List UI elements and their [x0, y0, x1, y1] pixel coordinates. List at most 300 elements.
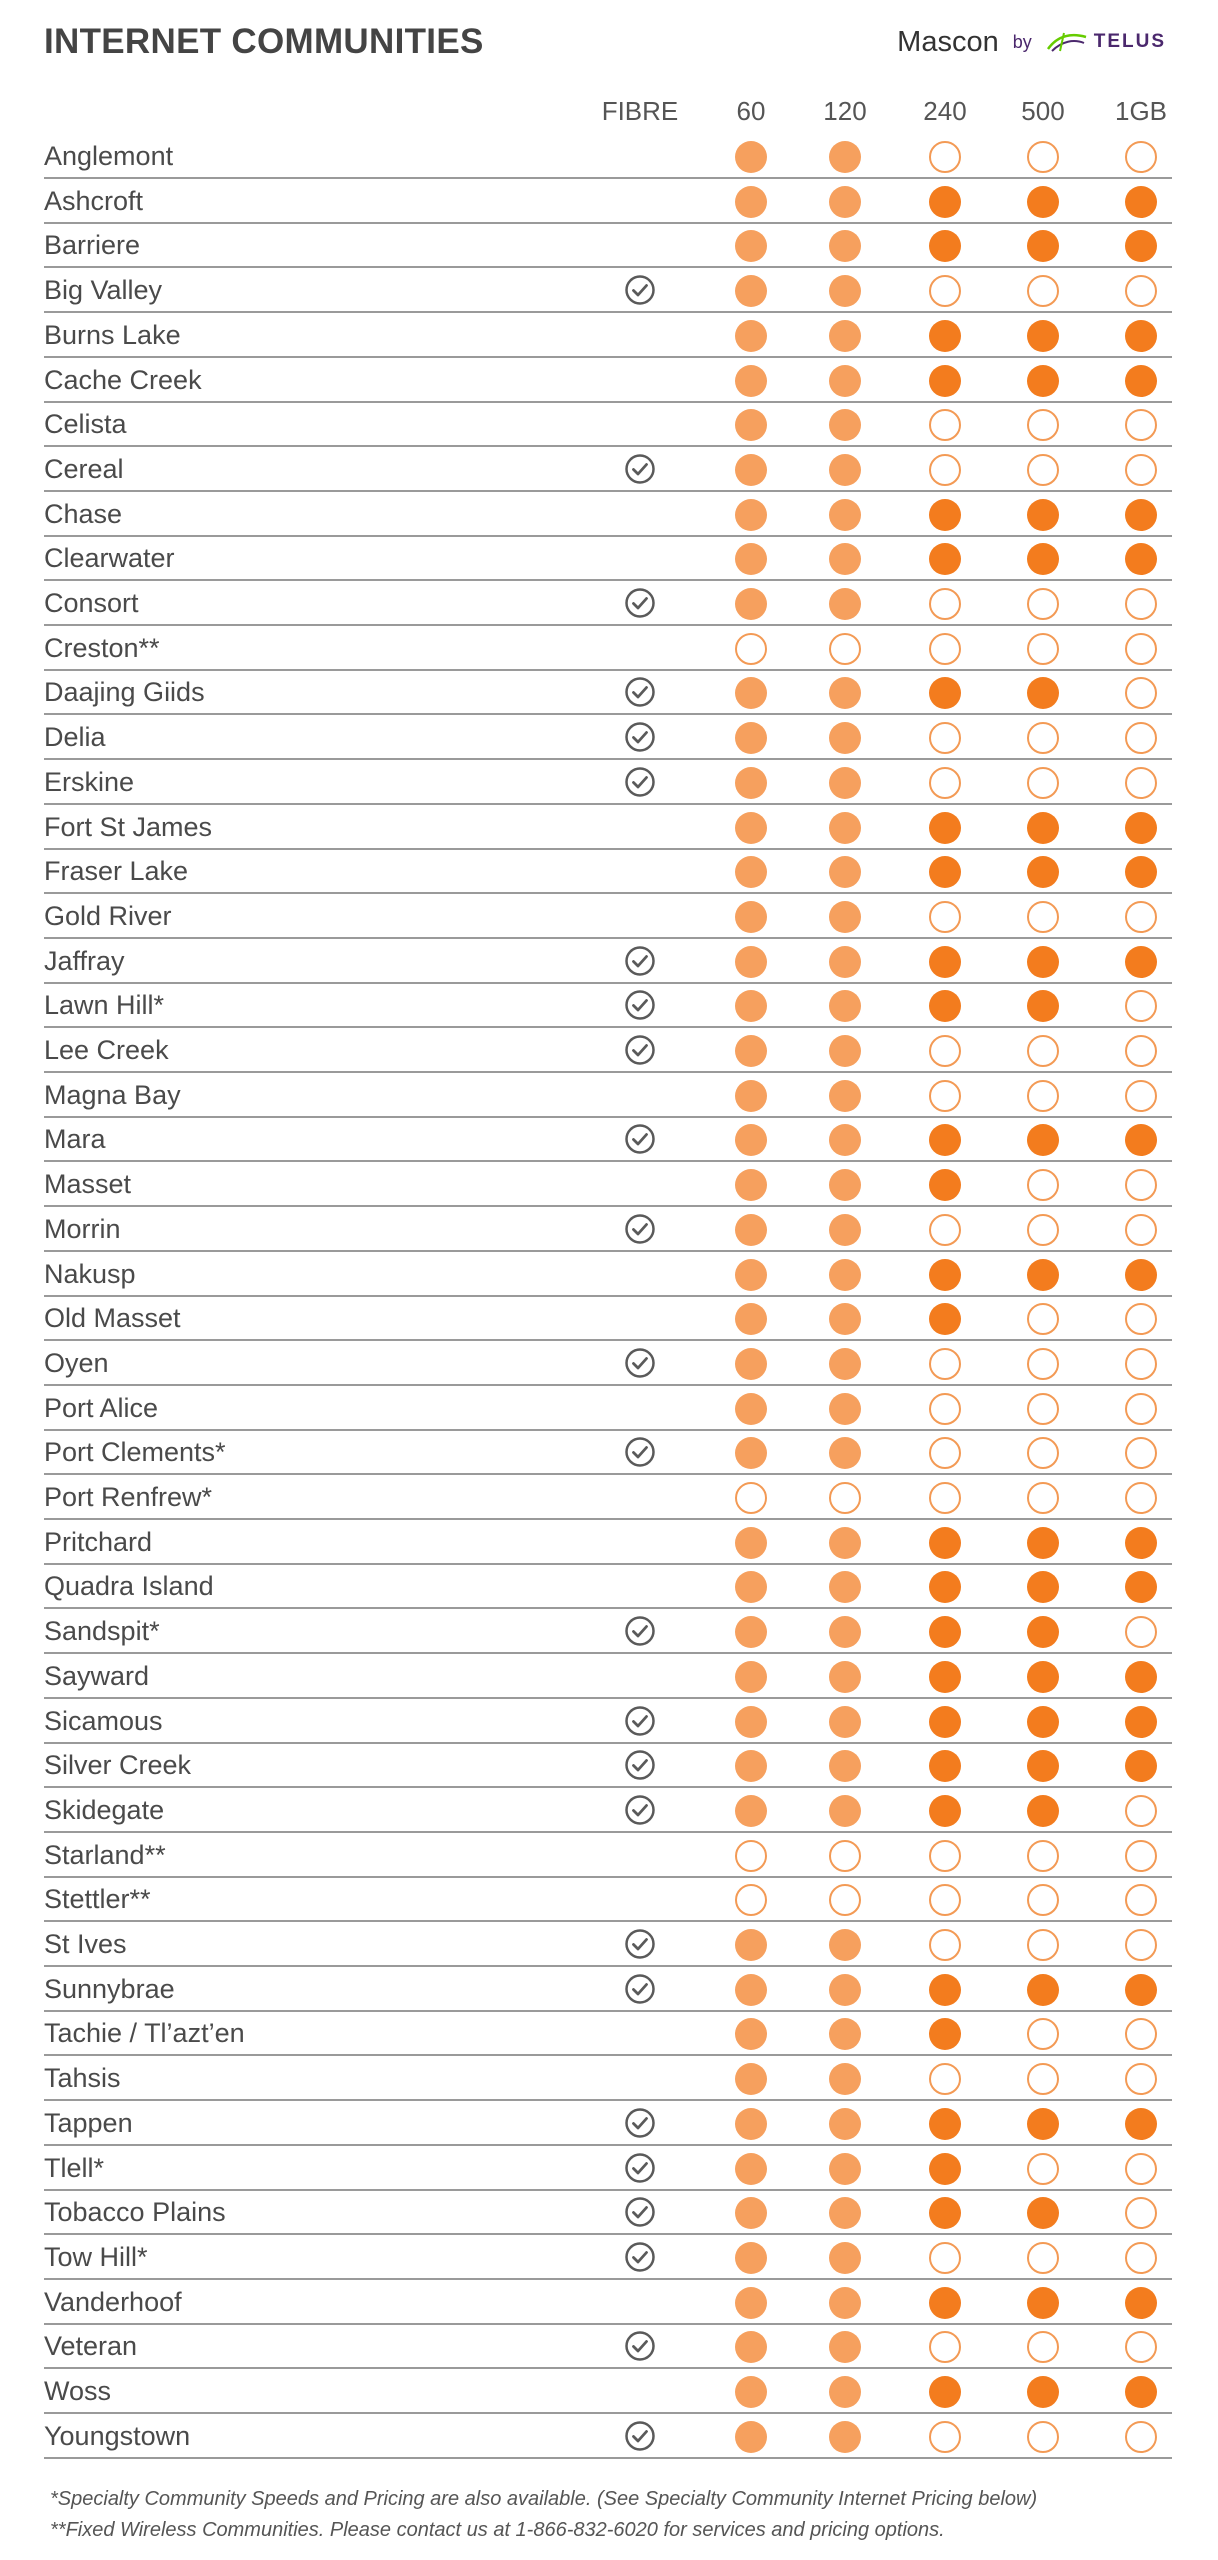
- speed-unavailable-icon: [1027, 1035, 1059, 1067]
- table-row: [44, 1565, 1172, 1609]
- speed-unavailable-icon: [1027, 2018, 1059, 2050]
- speed-available-icon: [929, 230, 961, 262]
- speed-available-icon: [829, 767, 861, 799]
- speed-unavailable-icon: [1027, 1929, 1059, 1961]
- speed-unavailable-icon: [929, 1393, 961, 1425]
- footnote-specialty: *Specialty Community Speeds and Pricing are also available. (See Specialty Community Internet Pricing below): [50, 2488, 1038, 2510]
- fibre-checkmark-icon: [624, 587, 656, 619]
- community-name: Ashcroft: [44, 185, 144, 216]
- column-header-240: 240: [923, 96, 967, 126]
- community-name: Masset: [44, 1169, 132, 1200]
- table-row: [44, 1834, 1172, 1878]
- table-row: [44, 716, 1172, 760]
- speed-available-icon: [929, 1259, 961, 1291]
- table-row: [44, 895, 1172, 939]
- speed-unavailable-icon: [1027, 1303, 1059, 1335]
- community-name: Burns Lake: [44, 319, 181, 350]
- speed-available-icon: [829, 2421, 861, 2453]
- speed-unavailable-icon: [929, 633, 961, 665]
- speed-available-icon: [929, 1616, 961, 1648]
- speed-available-icon: [735, 1974, 767, 2006]
- speed-available-icon: [929, 1527, 961, 1559]
- community-name: Skidegate: [44, 1794, 165, 1825]
- speed-available-icon: [1125, 1706, 1157, 1738]
- community-name: Jaffray: [44, 945, 125, 976]
- speed-unavailable-icon: [1125, 1437, 1157, 1469]
- speed-available-icon: [1027, 2197, 1059, 2229]
- speed-available-icon: [735, 365, 767, 397]
- fibre-checkmark-icon: [624, 1034, 656, 1066]
- speed-available-icon: [1027, 543, 1059, 575]
- speed-available-icon: [829, 1661, 861, 1693]
- speed-available-icon: [829, 901, 861, 933]
- community-name: Oyen: [44, 1347, 109, 1378]
- speed-available-icon: [829, 1303, 861, 1335]
- speed-available-icon: [829, 2242, 861, 2274]
- speed-unavailable-icon: [929, 588, 961, 620]
- speed-available-icon: [735, 1929, 767, 1961]
- speed-available-icon: [1125, 812, 1157, 844]
- speed-unavailable-icon: [929, 2242, 961, 2274]
- community-name: Erskine: [44, 766, 135, 797]
- fibre-checkmark-icon: [624, 1749, 656, 1781]
- speed-available-icon: [735, 230, 767, 262]
- speed-available-icon: [1027, 946, 1059, 978]
- speed-available-icon: [735, 1214, 767, 1246]
- speed-unavailable-icon: [929, 1080, 961, 1112]
- speed-unavailable-icon: [829, 1482, 861, 1514]
- speed-available-icon: [829, 2331, 861, 2363]
- speed-available-icon: [735, 2421, 767, 2453]
- speed-available-icon: [735, 2331, 767, 2363]
- table-row: [44, 1118, 1172, 1162]
- brand-by-text: by: [1012, 31, 1032, 52]
- speed-available-icon: [735, 1616, 767, 1648]
- speed-available-icon: [929, 1571, 961, 1603]
- speed-available-icon: [929, 1169, 961, 1201]
- speed-unavailable-icon: [1125, 409, 1157, 441]
- speed-unavailable-icon: [1027, 633, 1059, 665]
- table-row: [44, 537, 1172, 581]
- speed-unavailable-icon: [829, 633, 861, 665]
- speed-available-icon: [929, 1750, 961, 1782]
- speed-available-icon: [929, 2197, 961, 2229]
- speed-available-icon: [829, 812, 861, 844]
- speed-available-icon: [829, 1124, 861, 1156]
- community-name: Sunnybrae: [44, 1973, 175, 2004]
- community-name: Gold River: [44, 900, 172, 931]
- speed-unavailable-icon: [1125, 454, 1157, 486]
- speed-unavailable-icon: [1125, 1884, 1157, 1916]
- speed-available-icon: [735, 1259, 767, 1291]
- table-row: [44, 627, 1172, 671]
- speed-available-icon: [829, 365, 861, 397]
- community-name: Clearwater: [44, 543, 175, 574]
- speed-available-icon: [1027, 1616, 1059, 1648]
- speed-available-icon: [829, 1571, 861, 1603]
- speed-available-icon: [829, 2018, 861, 2050]
- speed-available-icon: [735, 543, 767, 575]
- speed-available-icon: [735, 767, 767, 799]
- speed-unavailable-icon: [1125, 767, 1157, 799]
- table-row: [44, 2325, 1172, 2369]
- speed-available-icon: [735, 1661, 767, 1693]
- table-row: [44, 448, 1172, 492]
- speed-available-icon: [735, 1393, 767, 1425]
- speed-unavailable-icon: [1027, 901, 1059, 933]
- table-row: [44, 1208, 1172, 1252]
- table-row: [44, 671, 1172, 715]
- speed-unavailable-icon: [1027, 1169, 1059, 1201]
- speed-available-icon: [829, 946, 861, 978]
- speed-available-icon: [1125, 499, 1157, 531]
- fibre-checkmark-icon: [624, 2241, 656, 2273]
- table-row: [44, 940, 1172, 984]
- community-name: Creston**: [44, 632, 160, 663]
- table-row: [44, 180, 1172, 224]
- speed-unavailable-icon: [929, 2421, 961, 2453]
- column-header-500: 500: [1021, 96, 1065, 126]
- speed-available-icon: [829, 2376, 861, 2408]
- speed-available-icon: [829, 141, 861, 173]
- speed-unavailable-icon: [929, 1840, 961, 1872]
- speed-available-icon: [829, 2153, 861, 2185]
- telus-swoosh-icon: [1046, 31, 1088, 53]
- speed-available-icon: [829, 722, 861, 754]
- speed-unavailable-icon: [1125, 1482, 1157, 1514]
- speed-available-icon: [929, 2376, 961, 2408]
- speed-unavailable-icon: [735, 633, 767, 665]
- speed-unavailable-icon: [929, 1884, 961, 1916]
- speed-available-icon: [735, 1795, 767, 1827]
- fibre-checkmark-icon: [624, 1794, 656, 1826]
- speed-available-icon: [1027, 230, 1059, 262]
- community-name: Tobacco Plains: [44, 2197, 226, 2228]
- table-row: [44, 1253, 1172, 1297]
- fibre-checkmark-icon: [624, 1436, 656, 1468]
- speed-available-icon: [1125, 543, 1157, 575]
- community-name: Woss: [44, 2376, 112, 2406]
- community-name: Anglemont: [44, 141, 174, 171]
- speed-available-icon: [829, 1169, 861, 1201]
- table-row: [44, 761, 1172, 805]
- speed-unavailable-icon: [1125, 1393, 1157, 1425]
- speed-available-icon: [1027, 2287, 1059, 2319]
- fibre-checkmark-icon: [624, 1123, 656, 1155]
- speed-available-icon: [735, 275, 767, 307]
- community-name: Tahsis: [44, 2063, 121, 2094]
- speed-unavailable-icon: [1125, 677, 1157, 709]
- speed-available-icon: [929, 1124, 961, 1156]
- speed-unavailable-icon: [829, 1840, 861, 1872]
- column-header-60: 60: [736, 96, 766, 126]
- community-name: Magna Bay: [44, 1079, 181, 1110]
- community-name: Tappen: [44, 2107, 133, 2138]
- speed-available-icon: [1125, 946, 1157, 978]
- speed-unavailable-icon: [929, 1482, 961, 1514]
- speed-available-icon: [1027, 1974, 1059, 2006]
- speed-available-icon: [735, 1303, 767, 1335]
- table-row: [44, 984, 1172, 1028]
- table-row: [44, 1655, 1172, 1699]
- speed-unavailable-icon: [1027, 409, 1059, 441]
- speed-unavailable-icon: [929, 722, 961, 754]
- telus-logo: [1046, 31, 1166, 53]
- community-name: Veteran: [44, 2331, 138, 2362]
- community-name: Starland**: [44, 1839, 166, 1870]
- speed-available-icon: [1125, 1124, 1157, 1156]
- speed-available-icon: [929, 812, 961, 844]
- speed-available-icon: [735, 1706, 767, 1738]
- speed-available-icon: [1027, 812, 1059, 844]
- speed-available-icon: [929, 499, 961, 531]
- speed-available-icon: [735, 2376, 767, 2408]
- community-name: Youngstown: [44, 2420, 191, 2451]
- table-row: [44, 1342, 1172, 1386]
- table-row: [44, 224, 1172, 268]
- speed-unavailable-icon: [1027, 141, 1059, 173]
- speed-available-icon: [829, 856, 861, 888]
- table-row: [44, 2012, 1172, 2056]
- table-row: [44, 314, 1172, 358]
- speed-available-icon: [735, 677, 767, 709]
- speed-unavailable-icon: [1125, 1795, 1157, 1827]
- speed-available-icon: [1125, 320, 1157, 352]
- community-name: Old Masset: [44, 1303, 181, 1334]
- fibre-checkmark-icon: [624, 2330, 656, 2362]
- speed-available-icon: [735, 2197, 767, 2229]
- speed-available-icon: [735, 2287, 767, 2319]
- speed-available-icon: [1027, 1706, 1059, 1738]
- speed-available-icon: [829, 2287, 861, 2319]
- community-name: Quadra Island: [44, 1571, 214, 1602]
- fibre-checkmark-icon: [624, 989, 656, 1021]
- speed-unavailable-icon: [929, 275, 961, 307]
- speed-available-icon: [929, 1303, 961, 1335]
- table-row: [44, 2281, 1172, 2325]
- speed-available-icon: [929, 990, 961, 1022]
- speed-unavailable-icon: [1027, 1437, 1059, 1469]
- table-row: [44, 1476, 1172, 1520]
- community-name: Vanderhoof: [44, 2286, 182, 2317]
- speed-available-icon: [1125, 1259, 1157, 1291]
- fibre-checkmark-icon: [624, 274, 656, 306]
- speed-available-icon: [829, 1929, 861, 1961]
- speed-available-icon: [829, 1616, 861, 1648]
- column-header-120: 120: [823, 96, 867, 126]
- table-row: [44, 1789, 1172, 1833]
- community-name: Pritchard: [44, 1526, 153, 1557]
- speed-unavailable-icon: [1027, 722, 1059, 754]
- fibre-checkmark-icon: [624, 2420, 656, 2452]
- speed-unavailable-icon: [1027, 454, 1059, 486]
- speed-available-icon: [829, 1750, 861, 1782]
- speed-unavailable-icon: [1125, 2018, 1157, 2050]
- speed-available-icon: [929, 543, 961, 575]
- speed-unavailable-icon: [1027, 2242, 1059, 2274]
- speed-unavailable-icon: [1027, 1348, 1059, 1380]
- speed-unavailable-icon: [1125, 2331, 1157, 2363]
- speed-unavailable-icon: [1027, 1080, 1059, 1112]
- table-row: [44, 2191, 1172, 2235]
- speed-unavailable-icon: [1125, 990, 1157, 1022]
- fibre-checkmark-icon: [624, 2107, 656, 2139]
- speed-unavailable-icon: [929, 901, 961, 933]
- speed-available-icon: [735, 499, 767, 531]
- speed-available-icon: [829, 1706, 861, 1738]
- fibre-checkmark-icon: [624, 676, 656, 708]
- community-name: Fraser Lake: [44, 856, 189, 887]
- speed-available-icon: [735, 722, 767, 754]
- speed-available-icon: [1027, 2376, 1059, 2408]
- speed-available-icon: [1125, 2108, 1157, 2140]
- speed-available-icon: [735, 856, 767, 888]
- speed-available-icon: [735, 141, 767, 173]
- community-name: Mara: [44, 1124, 106, 1155]
- speed-unavailable-icon: [1027, 2153, 1059, 2185]
- speed-unavailable-icon: [1125, 1840, 1157, 1872]
- speed-available-icon: [929, 946, 961, 978]
- speed-available-icon: [1027, 1527, 1059, 1559]
- column-header-fibre: FIBRE: [601, 96, 679, 126]
- speed-available-icon: [1125, 365, 1157, 397]
- speed-unavailable-icon: [1125, 1080, 1157, 1112]
- speed-unavailable-icon: [929, 409, 961, 441]
- speed-unavailable-icon: [1125, 275, 1157, 307]
- community-name: Cereal: [44, 453, 124, 484]
- speed-available-icon: [735, 2018, 767, 2050]
- speed-available-icon: [929, 2287, 961, 2319]
- speed-available-icon: [1027, 1124, 1059, 1156]
- speed-unavailable-icon: [929, 1035, 961, 1067]
- mascon-logo: [897, 26, 999, 59]
- speed-unavailable-icon: [1125, 1616, 1157, 1648]
- speed-available-icon: [735, 812, 767, 844]
- speed-available-icon: [735, 588, 767, 620]
- speed-unavailable-icon: [1027, 2063, 1059, 2095]
- table-row: [44, 1923, 1172, 1967]
- community-name: Stettler**: [44, 1884, 151, 1915]
- fibre-checkmark-icon: [624, 1928, 656, 1960]
- speed-available-icon: [1125, 1527, 1157, 1559]
- mascon-logo-text: Mascon: [897, 25, 999, 58]
- community-name: Port Renfrew*: [44, 1482, 213, 1512]
- community-name: Barriere: [44, 230, 141, 261]
- speed-available-icon: [929, 856, 961, 888]
- table-row: [44, 1431, 1172, 1475]
- speed-available-icon: [1125, 2287, 1157, 2319]
- speed-available-icon: [1027, 499, 1059, 531]
- speed-unavailable-icon: [929, 2331, 961, 2363]
- community-name: Fort St James: [44, 811, 213, 842]
- table-row: [44, 2057, 1172, 2101]
- speed-unavailable-icon: [1027, 2421, 1059, 2453]
- speed-unavailable-icon: [929, 2063, 961, 2095]
- speed-available-icon: [735, 1169, 767, 1201]
- telus-logo-text: TELUS: [1093, 31, 1166, 52]
- speed-unavailable-icon: [1125, 2153, 1157, 2185]
- speed-available-icon: [829, 2063, 861, 2095]
- speed-unavailable-icon: [1027, 275, 1059, 307]
- column-header-row: [0, 92, 1218, 132]
- speed-available-icon: [735, 1750, 767, 1782]
- speed-available-icon: [829, 677, 861, 709]
- footnote-fixed-wireless: **Fixed Wireless Communities. Please contact us at 1-866-832-6020 for services and pricing options.: [50, 2519, 945, 2541]
- speed-available-icon: [735, 320, 767, 352]
- speed-available-icon: [829, 1795, 861, 1827]
- speed-available-icon: [1125, 1750, 1157, 1782]
- speed-unavailable-icon: [1027, 1482, 1059, 1514]
- fibre-checkmark-icon: [624, 1347, 656, 1379]
- table-row: [44, 1968, 1172, 2012]
- page-title: INTERNET COMMUNITIES: [44, 22, 484, 61]
- fibre-checkmark-icon: [624, 766, 656, 798]
- table-row: [44, 493, 1172, 537]
- community-name: Daajing Giids: [44, 677, 205, 708]
- speed-unavailable-icon: [1027, 1214, 1059, 1246]
- speed-available-icon: [829, 1080, 861, 1112]
- table-row: [44, 1297, 1172, 1341]
- speed-available-icon: [829, 1214, 861, 1246]
- speed-unavailable-icon: [1027, 2331, 1059, 2363]
- community-name: Sandspit*: [44, 1616, 160, 1647]
- speed-available-icon: [1027, 186, 1059, 218]
- speed-available-icon: [929, 2018, 961, 2050]
- speed-available-icon: [1125, 2376, 1157, 2408]
- speed-available-icon: [1027, 990, 1059, 1022]
- speed-available-icon: [735, 1080, 767, 1112]
- speed-unavailable-icon: [1125, 1348, 1157, 1380]
- speed-unavailable-icon: [1027, 767, 1059, 799]
- speed-available-icon: [929, 2153, 961, 2185]
- speed-available-icon: [829, 1527, 861, 1559]
- fibre-checkmark-icon: [624, 721, 656, 753]
- fibre-checkmark-icon: [624, 1705, 656, 1737]
- community-name: Lee Creek: [44, 1035, 169, 1065]
- speed-available-icon: [929, 677, 961, 709]
- speed-available-icon: [829, 409, 861, 441]
- speed-unavailable-icon: [829, 1884, 861, 1916]
- speed-unavailable-icon: [929, 1348, 961, 1380]
- speed-unavailable-icon: [1125, 588, 1157, 620]
- speed-available-icon: [929, 365, 961, 397]
- speed-unavailable-icon: [1125, 1035, 1157, 1067]
- community-name: Lawn Hill*: [44, 990, 165, 1021]
- speed-unavailable-icon: [929, 1929, 961, 1961]
- speed-available-icon: [829, 186, 861, 218]
- speed-available-icon: [829, 1437, 861, 1469]
- community-name: Tow Hill*: [44, 2241, 148, 2272]
- speed-available-icon: [1027, 320, 1059, 352]
- speed-available-icon: [1027, 1661, 1059, 1693]
- community-name: Big Valley: [44, 275, 163, 306]
- speed-available-icon: [1027, 1259, 1059, 1291]
- speed-unavailable-icon: [1125, 1929, 1157, 1961]
- table-row: [44, 1163, 1172, 1207]
- speed-unavailable-icon: [1125, 2063, 1157, 2095]
- speed-available-icon: [1027, 677, 1059, 709]
- speed-available-icon: [829, 1393, 861, 1425]
- speed-available-icon: [1125, 856, 1157, 888]
- table-row: [44, 582, 1172, 626]
- table-row: [44, 269, 1172, 313]
- speed-available-icon: [829, 1259, 861, 1291]
- table-row: [44, 1387, 1172, 1431]
- speed-available-icon: [735, 2242, 767, 2274]
- speed-unavailable-icon: [735, 1840, 767, 1872]
- community-name: Cache Creek: [44, 364, 202, 395]
- community-name: Morrin: [44, 1213, 121, 1244]
